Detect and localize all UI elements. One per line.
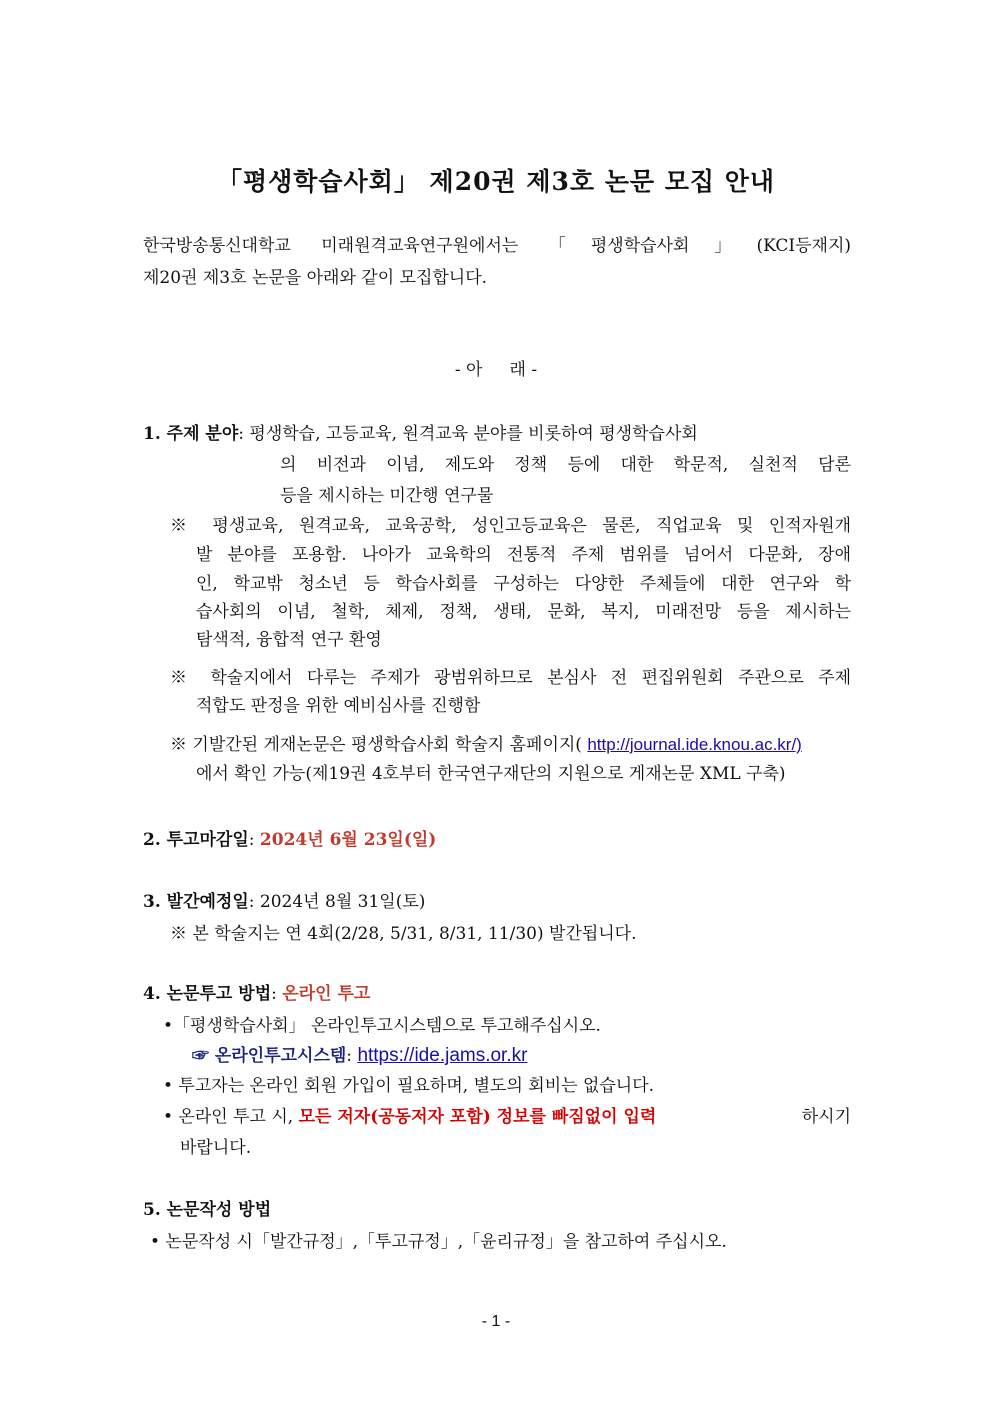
section-5-bullet-1: • 논문작성 시「발간규정」,「투고규정」,「윤리규정」을 참고하여 주십시오. [150, 1232, 727, 1252]
page-number: - 1 - [481, 1313, 511, 1330]
section-4-bullet-2: • 투고자는 온라인 회원 가입이 필요하며, 별도의 회비는 없습니다. [163, 1076, 655, 1096]
note-1-line-2: 발 분야를 포용함. 나아가 교육학의 전통적 주제 범위를 넘어서 다문화, 장애 [196, 545, 851, 565]
note-3-line-1 [170, 731, 802, 759]
note-2-line-1: ※ 학술지에서 다루는 주제가 광범위하므로 본심사 전 편집위원회 주관으로 주제 [170, 668, 851, 688]
note-1-line-4: 습사회의 이념, 철학, 체제, 정책, 생태, 문화, 복지, 미래전망 등을 제시하는 [196, 602, 851, 622]
bullet-3-emphasis: 모든 저자(공동저자 포함) 정보를 빠짐없이 입력 [298, 1107, 657, 1127]
section-4 [143, 980, 370, 1008]
note-3-prefix: ※ 기발간된 게재논문은 평생학습사회 학술지 홈페이지( [170, 735, 588, 755]
section-1-heading: 1. 주제 분야 [143, 424, 239, 444]
online-submission-link[interactable]: https://ide.jams.or.kr [357, 1045, 528, 1066]
section-2-heading: 2. 투고마감일 [143, 830, 249, 850]
section-5-heading: 5. 논문작성 방법 [143, 1200, 272, 1220]
section-1-text-1: : 평생학습, 고등교육, 원격교육 분야를 비롯하여 평생학습사회 [238, 424, 698, 444]
pointer-label: ☞ 온라인투고시스템 [192, 1046, 347, 1066]
section-1-text-2: 의 비전과 이념, 제도와 정책 등에 대한 학문적, 실천적 담론 [280, 455, 851, 475]
section-2 [143, 826, 436, 854]
intro-line-2: 제20권 제3호 논문을 아래와 같이 모집합니다. [143, 268, 488, 288]
section-3-note: ※ 본 학술지는 연 4회(2/28, 5/31, 8/31, 11/30) 발간됩니다. [170, 924, 637, 944]
document-title: 「평생학습사회」 제20권 제3호 논문 모집 안내 [216, 167, 776, 196]
note-2-line-2: 적합도 판정을 위한 예비심사를 진행함 [196, 696, 481, 716]
section-4-bullet-3 [163, 1103, 851, 1131]
journal-homepage-link[interactable]: http://journal.ide.knou.ac.kr/) [587, 735, 802, 754]
section-1 [143, 420, 698, 448]
section-4-sep: : [271, 984, 283, 1004]
note-1-line-1: ※ 평생교육, 원격교육, 교육공학, 성인고등교육은 물론, 직업교육 및 인적자원개 [170, 516, 851, 536]
pointer-sep: : [346, 1046, 358, 1066]
section-4-bullet-3-line-2: 바랍니다. [180, 1138, 252, 1158]
section-5 [143, 1196, 271, 1224]
note-1-line-5: 탐색적, 융합적 연구 환영 [196, 630, 382, 650]
bullet-3-prefix: • 온라인 투고 시, [163, 1107, 299, 1127]
publication-date: : 2024년 8월 31일(토) [248, 892, 426, 912]
section-2-sep: : [248, 830, 260, 850]
note-1-line-3: 인, 학교밖 청소년 등 학습사회를 구성하는 다양한 주체들에 대한 연구와 학 [196, 574, 851, 594]
section-4-heading: 4. 논문투고 방법 [143, 984, 272, 1004]
section-3 [143, 888, 425, 916]
submission-deadline: 2024년 6월 23일(일) [259, 830, 437, 850]
section-3-heading: 3. 발간예정일 [143, 892, 249, 912]
below-marker: - 아 래 - [454, 360, 538, 380]
note-3-line-2: 에서 확인 가능(제19권 4호부터 한국연구재단의 지원으로 게재논문 XML 구축) [196, 764, 786, 784]
intro-line-1: 한국방송통신대학교 미래원격교육연구원에서는 「평생학습사회」(KCI등재지) [143, 236, 851, 256]
bullet-3-suffix: 하시기 [801, 1107, 851, 1127]
submission-method: 온라인 투고 [282, 984, 371, 1004]
section-1-text-3: 등을 제시하는 미간행 연구물 [280, 486, 494, 506]
section-4-bullet-1: •「평생학습사회」 온라인투고시스템으로 투고해주십시오. [163, 1016, 601, 1036]
online-system-pointer [192, 1042, 527, 1070]
